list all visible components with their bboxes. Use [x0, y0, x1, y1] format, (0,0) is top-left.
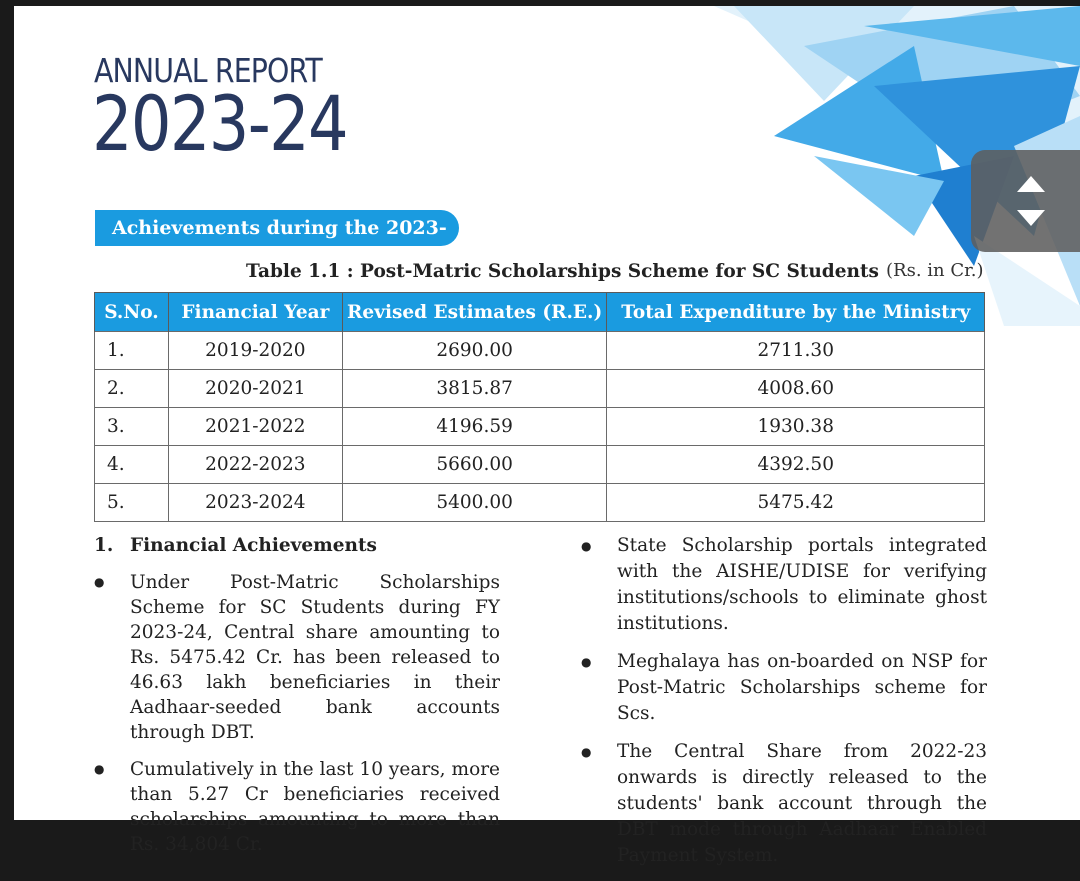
- list-item: [581, 739, 987, 869]
- table-row: [95, 484, 985, 522]
- financial-achievements-heading: [94, 533, 500, 558]
- scholarship-table: [94, 292, 985, 522]
- list-item: [581, 649, 987, 727]
- list-item: [94, 570, 500, 745]
- report-page: [14, 6, 1080, 866]
- section-heading: Achievements during the 2023-24: [95, 210, 459, 246]
- table-row: [95, 446, 985, 484]
- list-item-text: The Central Share from 2022-23 onwards is directly released to the students' bank account through the DBT mode through Aadhaar Enabled Payment System.: [617, 741, 987, 866]
- serial-number-cell: 4.: [95, 446, 169, 484]
- list-item: [581, 533, 987, 637]
- bullet-icon: ●: [94, 762, 105, 776]
- serial-number-cell: 3.: [95, 408, 169, 446]
- financial-year-cell: 2021-2022: [168, 408, 342, 446]
- revised-estimate-cell: 2690.00: [342, 332, 607, 370]
- total-expenditure-cell: 4008.60: [607, 370, 985, 408]
- bullet-icon: ●: [581, 539, 592, 553]
- total-expenditure-cell: 1930.38: [607, 408, 985, 446]
- bullet-icon: ●: [94, 575, 105, 589]
- table-row: [95, 370, 985, 408]
- triangle-up-icon[interactable]: [1017, 176, 1045, 192]
- revised-estimate-cell: 5400.00: [342, 484, 607, 522]
- financial-year-cell: 2022-2023: [168, 446, 342, 484]
- serial-number-cell: 1.: [95, 332, 169, 370]
- column-header: Total Expenditure by the Ministry: [607, 293, 985, 332]
- table-unit: (Rs. in Cr.): [886, 260, 984, 281]
- financial-year-cell: 2020-2021: [168, 370, 342, 408]
- total-expenditure-cell: 5475.42: [607, 484, 985, 522]
- heading-number: 1.: [94, 535, 114, 556]
- list-item-text: Meghalaya has on-boarded on NSP for Post-Matric Scholarships scheme for Scs.: [617, 651, 987, 724]
- table-row: [95, 332, 985, 370]
- column-header: S.No.: [95, 293, 169, 332]
- financial-year-cell: 2019-2020: [168, 332, 342, 370]
- total-expenditure-cell: 4392.50: [607, 446, 985, 484]
- column-header: Revised Estimates (R.E.): [342, 293, 607, 332]
- revised-estimate-cell: 5660.00: [342, 446, 607, 484]
- list-item-text: Cumulatively in the last 10 years, more than 5.27 Cr beneficiaries received scholarships amounting to more than Rs. 34,804 Cr.: [130, 759, 500, 855]
- report-title: ANNUAL REPORT: [94, 51, 322, 90]
- triangle-down-icon[interactable]: [1017, 210, 1045, 226]
- list-item-text: State Scholarship portals integrated with the AISHE/UDISE for verifying institutions/schools to eliminate ghost institutions.: [617, 535, 987, 634]
- revised-estimate-cell: 4196.59: [342, 408, 607, 446]
- report-year: 2023-24: [92, 79, 347, 168]
- revised-estimate-cell: 3815.87: [342, 370, 607, 408]
- heading-text: Financial Achievements: [130, 535, 377, 556]
- table-row: [95, 408, 985, 446]
- table-caption: Table 1.1 : Post-Matric Scholarships Scheme for SC Students: [246, 261, 879, 282]
- bullet-icon: ●: [581, 655, 592, 669]
- right-text-column: [581, 533, 987, 881]
- serial-number-cell: 2.: [95, 370, 169, 408]
- list-item-text: Under Post-Matric Scholarships Scheme for SC Students during FY 2023-24, Central share amounting to Rs. 5475.42 Cr. has been released to 46.63 lakh beneficiaries in their Aadhaar-seeded bank accounts through DBT.: [130, 572, 500, 743]
- page-scroll-control[interactable]: [971, 150, 1080, 252]
- list-item: [94, 757, 500, 857]
- financial-year-cell: 2023-2024: [168, 484, 342, 522]
- left-text-column: [94, 533, 500, 869]
- column-header: Financial Year: [168, 293, 342, 332]
- bullet-icon: ●: [581, 745, 592, 759]
- total-expenditure-cell: 2711.30: [607, 332, 985, 370]
- table-header-row: [95, 293, 985, 332]
- serial-number-cell: 5.: [95, 484, 169, 522]
